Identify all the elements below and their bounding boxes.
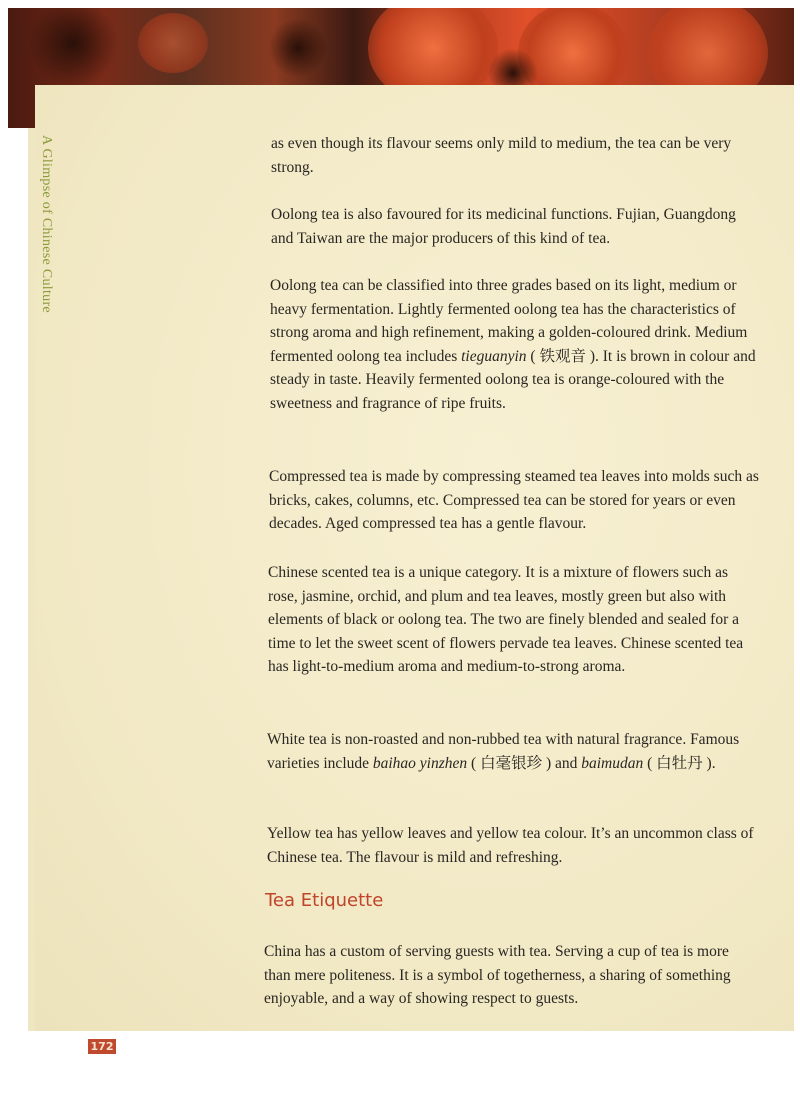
page-left-strip bbox=[28, 128, 35, 1031]
running-side-title: A Glimpse of Chinese Culture bbox=[39, 135, 54, 313]
paragraph-yellow-tea: Yellow tea has yellow leaves and yellow tea colour. It’s an uncommon class of Chinese tea. The flavour is mild and refreshing. bbox=[267, 825, 754, 866]
chinese-name-baimudan: ( 白牡丹 ) bbox=[643, 754, 712, 772]
term-baihao-yinzhen: baihao yinzhen bbox=[372, 754, 468, 772]
text-run: . bbox=[711, 754, 716, 772]
paragraph-oolong-medicinal: Oolong tea is also favoured for its medicinal functions. Fujian, Guangdong and Taiwan are the major producers of this kind of tea. bbox=[271, 206, 736, 247]
chinese-name-tieguanyin: ( 铁观音 ) bbox=[526, 347, 595, 365]
term-tieguanyin: tieguanyin bbox=[461, 347, 527, 365]
paragraph-white-tea bbox=[267, 728, 762, 775]
chinese-name-baihao-yinzhen: ( 白毫银珍 ) bbox=[467, 754, 552, 772]
section-heading-tea-etiquette: Tea Etiquette bbox=[265, 890, 384, 911]
paragraph-tea-etiquette: China has a custom of serving guests with tea. Serving a cup of tea is more than mere politeness. It is a symbol of togetherness, a sharing of something enjoyable, and a way of showing respect to guests. bbox=[264, 943, 731, 1007]
text-run: . It is brown in colour and steady in taste. Heavily fermented oolong tea is orange-coloured with the sweetness and fragrance of ripe fruits. bbox=[270, 347, 756, 412]
term-baimudan: baimudan bbox=[581, 754, 644, 772]
page-number-badge: 172 bbox=[88, 1039, 116, 1054]
text-run: and bbox=[551, 754, 582, 772]
text-run: White tea is non-roasted and non-rubbed tea with natural fragrance. Famous varieties include bbox=[267, 731, 740, 772]
paragraph-oolong-grades bbox=[270, 274, 762, 415]
paragraph-scented-tea: Chinese scented tea is a unique category. It is a mixture of flowers such as rose, jasmine, orchid, and plum and tea leaves, mostly green but also with elements of black or oolong tea. The two are finely blended and sealed for a time to let the sweet scent of flowers pervade tea leaves. Chinese scented tea has light-to-medium aroma and medium-to-strong aroma. bbox=[268, 564, 744, 675]
text-run: Oolong tea can be classified into three grades based on its light, medium or heavy fermentation. Lightly fermented oolong tea has the characteristics of strong aroma and high refinement, making a golden-coloured drink. Medium fermented oolong tea includes bbox=[270, 277, 748, 365]
paragraph-tea-strength: as even though its flavour seems only mild to medium, the tea can be very strong. bbox=[271, 135, 732, 176]
paragraph-compressed-tea: Compressed tea is made by compressing steamed tea leaves into molds such as bricks, cakes, columns, etc. Compressed tea can be stored for years or even decades. Aged compressed tea has a gentle flavour. bbox=[269, 468, 759, 532]
